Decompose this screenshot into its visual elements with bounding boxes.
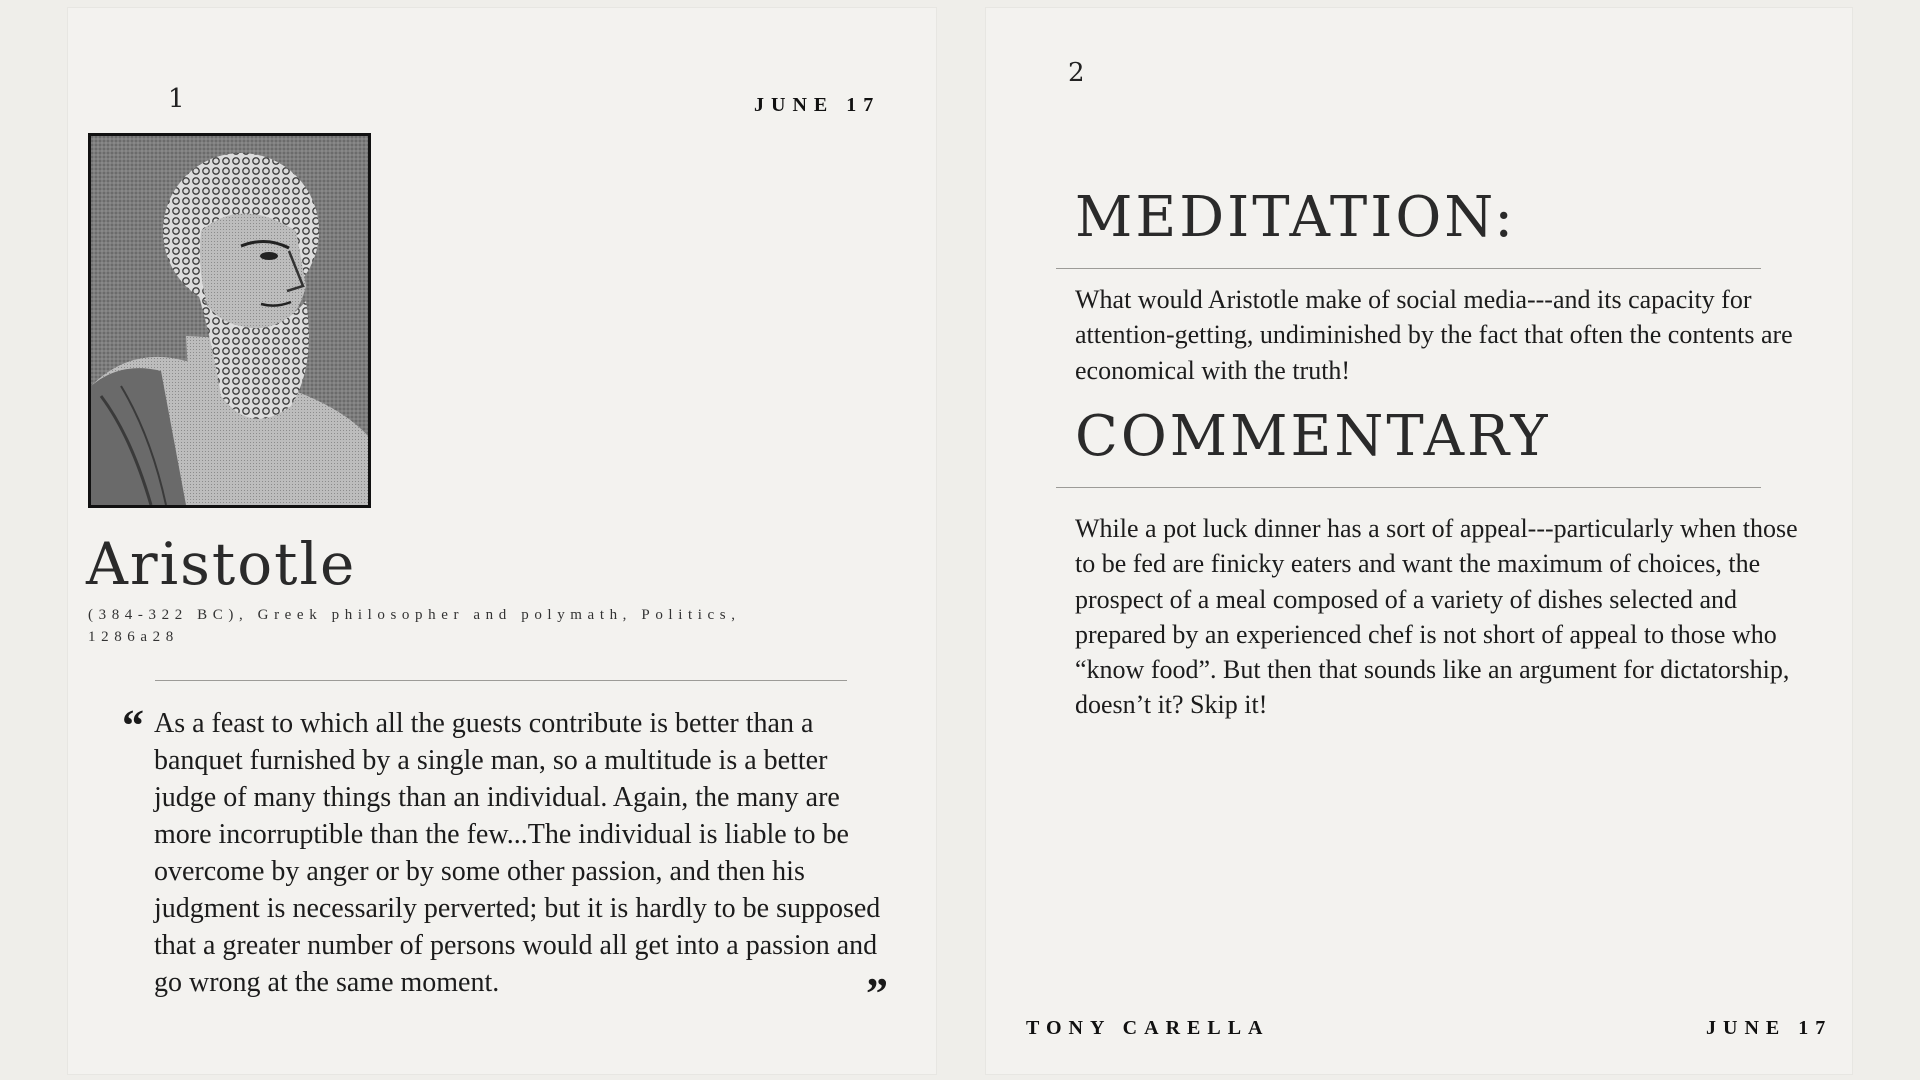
portrait-image <box>88 133 371 508</box>
divider-left <box>155 680 847 681</box>
meditation-heading: MEDITATION: <box>1075 185 1517 250</box>
footer-date: JUNE 17 <box>1706 1017 1833 1039</box>
person-bio: (384-322 BC), Greek philosopher and polymath, Politics, 1286a28 <box>88 607 741 645</box>
aristotle-portrait-icon <box>91 136 368 505</box>
commentary-heading: COMMENTARY <box>1075 404 1551 469</box>
divider-meditation <box>1056 268 1761 269</box>
page-date-left: JUNE 17 <box>754 94 881 116</box>
meditation-text: What would Aristotle make of social media---and its capacity for attention-getting, undiminished by the fact that often the contents are economical with the truth! <box>1075 285 1793 385</box>
page-number-left: 1 <box>168 84 185 114</box>
divider-commentary <box>1056 487 1761 488</box>
person-name: Aristotle <box>86 530 357 598</box>
open-quote-icon: “ <box>122 701 144 750</box>
page-number-right: 2 <box>1068 58 1085 88</box>
close-quote-icon: ” <box>866 969 888 1018</box>
commentary-text: While a pot luck dinner has a sort of appeal---particularly when those to be fed are finicky eaters and want the maximum of choices, the prospect of a meal composed of a variety of dishes selected and prepared by an experienced chef is not short of appeal to those who “know food”. But then that sounds like an argument for dictatorship, doesn’t it? Skip it! <box>1075 514 1798 720</box>
quote-text: As a feast to which all the guests contribute is better than a banquet furnished by a single man, so a multitude is a better judge of many things than an individual. Again, the many are more incorruptible than the few...The individual is liable to be overcome by anger or by some other passion, and then his judgment is necessarily perverted; but it is hardly to be supposed that a greater number of persons would all get into a passion and go wrong at the same moment. <box>154 708 881 998</box>
footer-author: TONY CARELLA <box>1026 1017 1270 1039</box>
